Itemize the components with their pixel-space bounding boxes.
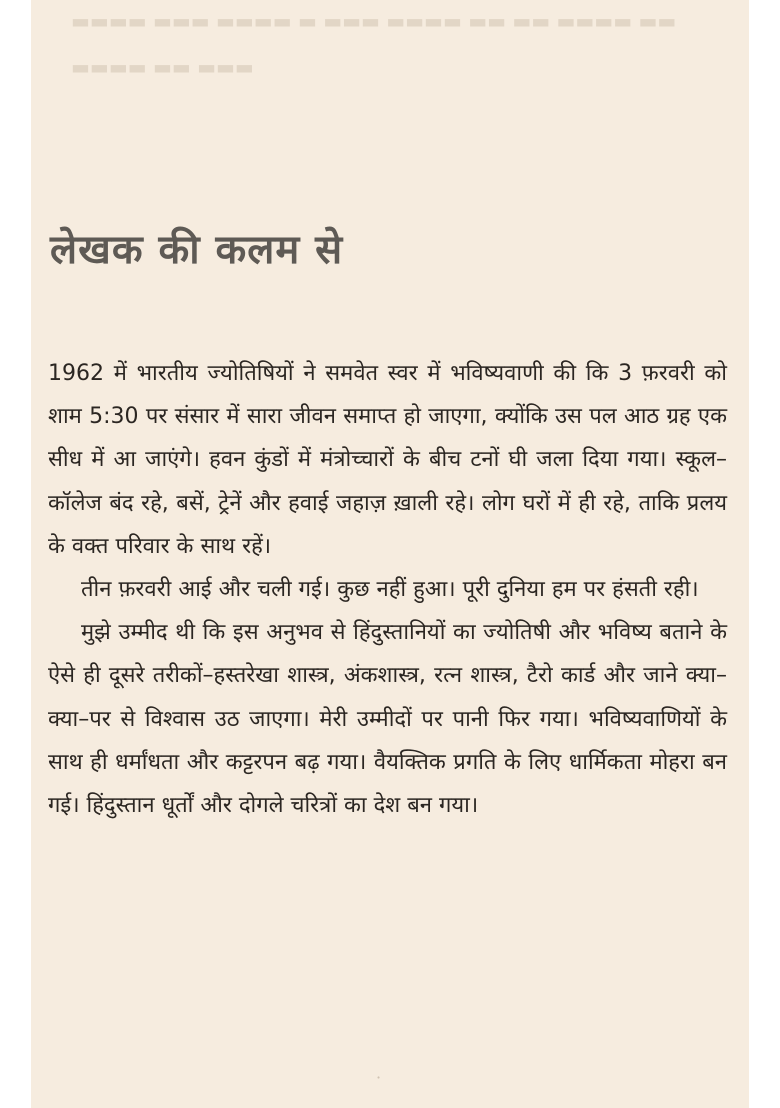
paragraph-3: मुझे उम्मीद थी कि इस अनुभव से हिंदुस्तानियों का ज्योतिषी और भविष्य बताने के ऐसे ही दूसरे तरीकों–हस्तरेखा शास्त्र, अंकशास्त्र, रत्न शास्त्र, टैरो कार्ड और जाने क्या–क्या–पर से विश्वास उठ जाएगा। मेरी उम्मीदों पर पानी फिर गया। भविष्यवाणियों के साथ ही धर्मांधता और कट्टरपन बढ़ गया। वैयक्तिक प्रगति के लिए धार्मिकता मोहरा बन गई। हिंदुस्तान धूर्तों और दोगले चरित्रों का देश बन गया। [48, 620, 727, 819]
show-through-text: ▬▬▬ ▬▬ ▬▬▬▬ [71, 55, 254, 79]
paragraph-1: 1962 में भारतीय ज्योतिषियों ने समवेत स्वर में भविष्यवाणी की कि 3 फ़रवरी को शाम 5:30 पर संसार में सारा जीवन समाप्त हो जाएगा, क्योंकि उस पल आठ ग्रह एक सीध में आ जाएंगे। हवन कुंडों में मंत्रोच्चारों के बीच टनों घी जला दिया गया। स्कूल–कॉलेज बंद रहे, बसें, ट्रेनें और हवाई जहाज़ ख़ाली रहे। लोग घरों में ही रहे, ताकि प्रलय के वक्त परिवार के साथ रहें। [48, 361, 727, 559]
chapter-heading: लेखक की कलम से [50, 227, 344, 273]
book-page [31, 0, 749, 1108]
page-number-mark: · [376, 1068, 382, 1087]
paragraph-2: तीन फ़रवरी आई और चली गई। कुछ नहीं हुआ। पूरी दुनिया हम पर हंसती रही। [81, 577, 699, 603]
show-through-text: ▬▬ ▬▬▬▬ ▬▬ ▬▬ ▬▬▬▬ ▬▬▬ ▬ ▬▬▬▬ ▬▬▬ ▬▬▬▬ [71, 9, 677, 33]
body-text [48, 352, 727, 827]
